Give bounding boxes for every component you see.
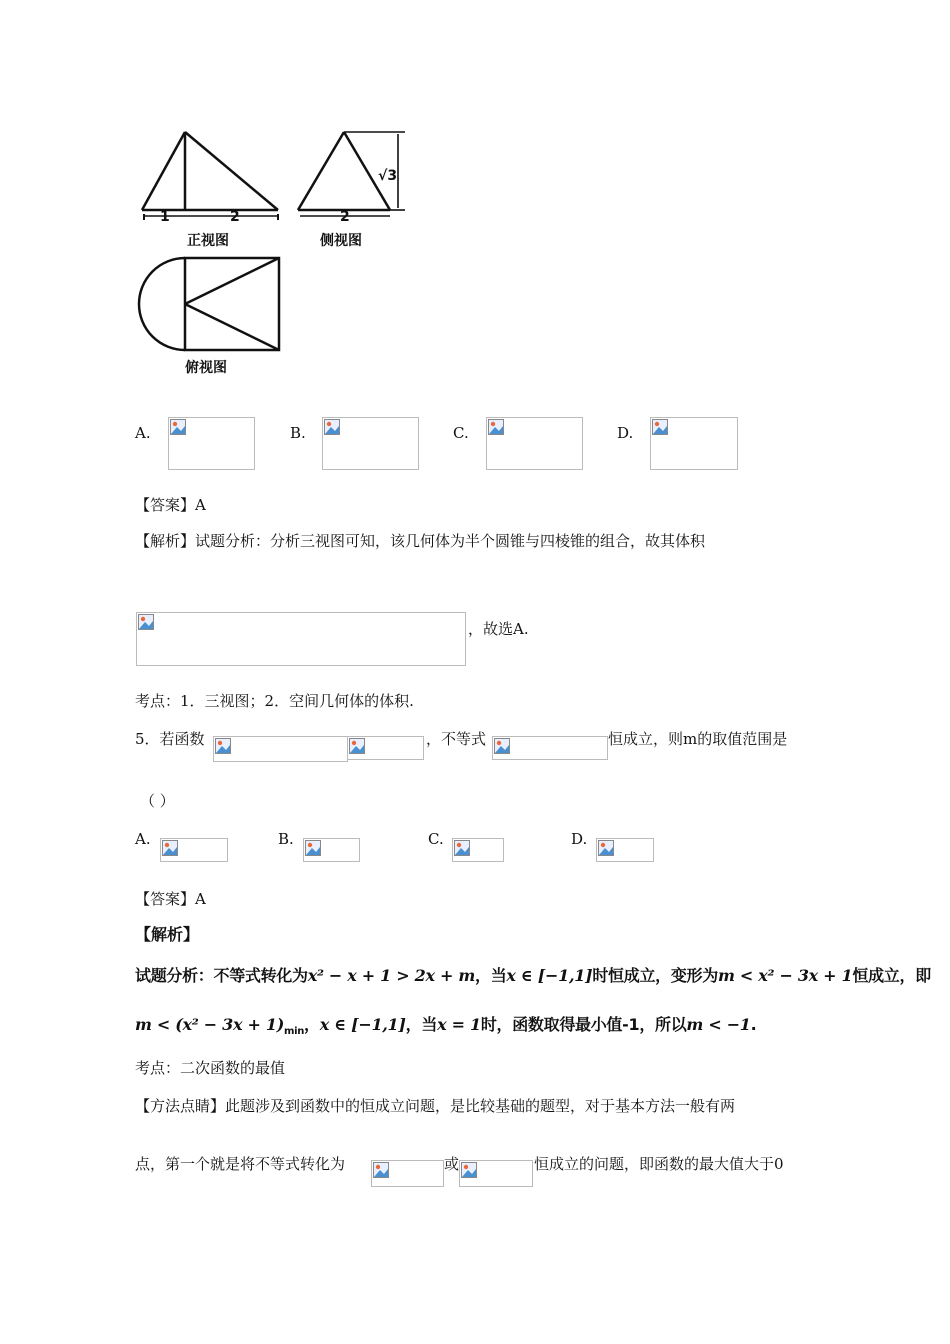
q5-function-f-image: [213, 736, 348, 762]
q4-option-b-image: [322, 417, 419, 470]
q5-analysis-line2: $m < (x^2 - 3x + 1)_{min}$，x ∈ [−1,1]，当x = 1时，函数取得最小值-1，所以m < −1.: [135, 1015, 757, 1038]
q5-stem-a: 5．若函数: [135, 730, 205, 748]
side-dim-bottom: 2: [340, 209, 350, 225]
side-dim-height: √3: [378, 168, 398, 184]
q5-analysis-label: 【解析】: [135, 925, 200, 944]
broken-image-icon: [349, 738, 365, 754]
front-dim-right: 2: [230, 209, 240, 225]
front-view-label: 正视图: [187, 233, 229, 249]
broken-image-icon: [162, 840, 178, 856]
q5-tip-line2-b: 恒成立的问题，即函数的最大值大于0: [534, 1155, 784, 1173]
broken-image-icon: [461, 1162, 477, 1178]
three-view-figure: [130, 120, 420, 380]
q4-analysis: 【解析】试题分析：分析三视图可知，该几何体为半个圆锥与四棱锥的组合，故其体积: [135, 532, 706, 550]
q4-option-b-label: B.: [290, 424, 306, 442]
q5-stem-c: 恒成立，则m的取值范围是: [608, 730, 788, 748]
q4-kaodian: 考点：1．三视图；2．空间几何体的体积.: [135, 692, 414, 710]
q5-inequality-image: [492, 736, 608, 760]
q5-option-a-label: A.: [135, 830, 151, 848]
broken-image-icon: [598, 840, 614, 856]
broken-image-icon: [454, 840, 470, 856]
q5-analysis-line1: 试题分析：不等式转化为x² − x + 1 > 2x + m，当x ∈ [−1,1]时恒成立，变形为m < x² − 3x + 1恒成立，即: [135, 966, 931, 985]
broken-image-icon: [324, 419, 340, 435]
q5-paren: （ ）: [140, 792, 175, 810]
q4-option-d-label: D.: [617, 424, 634, 442]
top-view-label: 俯视图: [185, 360, 227, 376]
q5-option-b-label: B.: [278, 830, 294, 848]
q5-option-d-image: [596, 838, 654, 862]
q5-option-c-label: C.: [428, 830, 444, 848]
q5-answer: 【答案】A: [135, 890, 206, 908]
q5-option-a-image: [160, 838, 228, 862]
front-dim-left: 1: [160, 209, 170, 225]
q4-answer: 【答案】A: [135, 496, 206, 514]
broken-image-icon: [494, 738, 510, 754]
broken-image-icon: [373, 1162, 389, 1178]
q5-stem-b: ，不等式: [426, 730, 487, 748]
q5-option-d-label: D.: [571, 830, 588, 848]
front-view: [142, 132, 278, 220]
q4-option-c-image: [486, 417, 583, 470]
side-view-label: 侧视图: [320, 233, 362, 249]
q5-tip-form2-image: [459, 1160, 533, 1187]
broken-image-icon: [652, 419, 668, 435]
q5-tip-line2-or: 或: [444, 1155, 460, 1173]
broken-image-icon: [170, 419, 186, 435]
q5-option-b-image: [303, 838, 360, 862]
q4-option-d-image: [650, 417, 738, 470]
q5-tip-line1: 【方法点睛】此题涉及到函数中的恒成立问题，是比较基础的题型，对于基本方法一般有两: [135, 1097, 736, 1115]
broken-image-icon: [488, 419, 504, 435]
q4-option-a-image: [168, 417, 255, 470]
q5-tip-line2-a: 点，第一个就是将不等式转化为: [135, 1155, 346, 1173]
q4-option-c-label: C.: [453, 424, 469, 442]
broken-image-icon: [138, 614, 154, 630]
broken-image-icon: [215, 738, 231, 754]
q4-volume-formula-image: [136, 612, 466, 666]
top-view: [139, 258, 279, 350]
q5-kaodian: 考点：二次函数的最值: [135, 1059, 286, 1077]
q5-tip-form1-image: [371, 1160, 444, 1187]
q4-option-a-label: A.: [135, 424, 151, 442]
q5-option-c-image: [452, 838, 504, 862]
broken-image-icon: [305, 840, 321, 856]
q5-function-g-image: [347, 736, 424, 760]
q4-analysis-tail: ，故选A.: [468, 620, 529, 638]
